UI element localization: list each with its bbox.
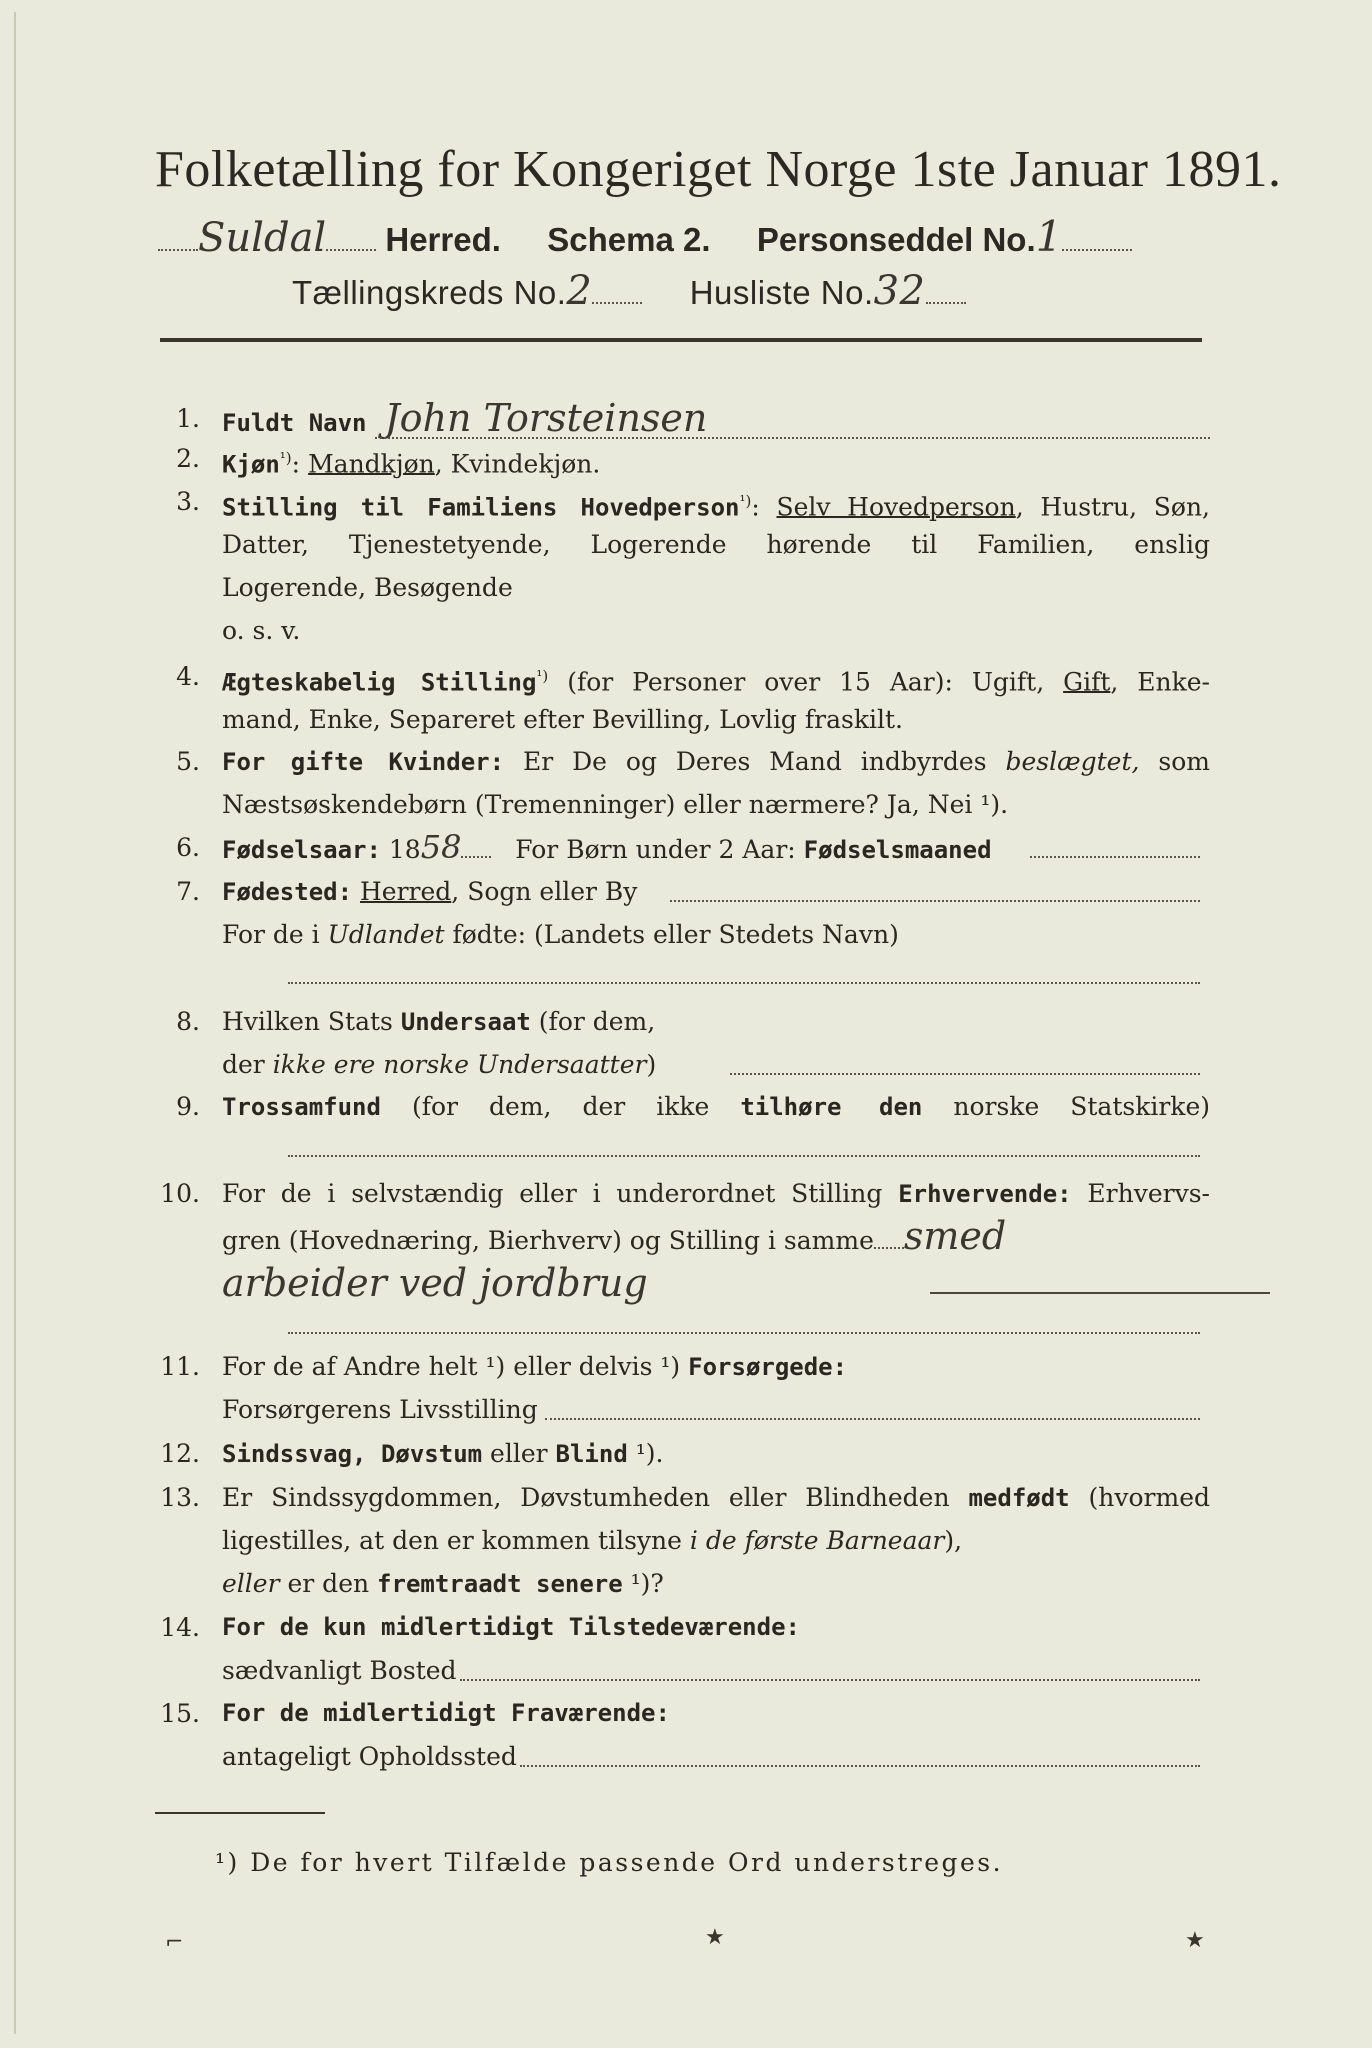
married-women-text2: som [1139,747,1210,776]
citizenship-text2: (for dem, [530,1007,656,1036]
provider-occupation-label: Forsørgerens Livsstilling [222,1395,538,1424]
full-name-value: John Torsteinsen [384,396,708,440]
sex-label: Kjøn [222,450,280,479]
married-women-line2: Næstsøskendebørn (Tremenninger) eller nærmere? Ja, Nei ¹). [222,790,1009,819]
question-number: 5. [176,747,200,776]
household-position-line2: Datter, Tjenestetyende, Logerende hørende til Familien, enslig [222,530,1210,559]
kreds-label: Tællingskreds No. [292,274,567,311]
foreign-born-italic: Udlandet [327,920,445,949]
question-number: 7. [176,877,200,906]
husliste-value: 32 [873,268,926,314]
citizenship-italic: ikke ere norske Undersaatter [272,1050,647,1079]
temporary-absent-label: For de midlertidigt Fraværende: [222,1699,670,1727]
birth-month-label: Fødselsmaaned [803,836,992,864]
household-position-selected: Selv Hovedperson [776,492,1016,522]
marital-status-label: Ægteskabelig Stilling [222,668,537,697]
religion-label: Trossamfund [222,1093,381,1121]
marital-status-line2: mand, Enke, Separeret efter Bevilling, Lovlig fraskilt. [222,705,903,734]
congenital-italic: i de første Barneaar [689,1526,945,1555]
religion-bold: tilhøre den [740,1093,923,1121]
sex-option-rest: , Kvindekjøn. [434,449,601,479]
form-title: Folketælling for Kongeriget Norge 1ste Januar 1891. [155,141,1282,198]
citizenship-text: Hvilken Stats [222,1007,401,1036]
herred-label: Herred. [385,221,501,258]
citizenship-line2: der [222,1050,273,1079]
foreign-born-text2: fødte: (Landets eller Stedets Navn) [444,920,899,949]
usual-residence-label: sædvanligt Bosted [222,1656,457,1685]
question-10 [150,1172,1210,1305]
question-number: 9. [176,1092,200,1121]
marital-status-selected: Gift [1063,667,1111,697]
birthplace-selected: Herred [360,877,452,906]
question-4 [150,655,1210,745]
personseddel-value: 1 [1035,212,1063,261]
personseddel-label: Personseddel No. [756,221,1036,258]
congenital-line3: er den [279,1569,378,1598]
occupation-label: Erhvervende: [898,1180,1072,1208]
footnote-ref: ¹) [536,667,549,685]
congenital-text: Er Sindssygdommen, Døvstumheden eller Blindheden [222,1483,969,1512]
question-number: 6. [176,833,200,862]
stray-mark-right: ★ [1185,1928,1205,1953]
congenital-line3-end: ¹)? [622,1569,664,1598]
birth-year-prefix: 18 [380,835,421,864]
congenital-line3-italic: eller [222,1569,280,1598]
disability-footnote: ¹). [627,1439,664,1468]
stray-mark-center: ★ [705,1925,725,1950]
household-position-line3: Logerende, Besøgende [222,573,513,602]
herred-line [158,212,1132,261]
citizenship-line2-end: ) [646,1050,657,1079]
congenital-line2-end: ), [944,1526,963,1555]
question-6 [150,826,1210,871]
kreds-value: 2 [566,268,593,314]
household-position-label: Stilling til Familiens Hovedperson [222,493,740,522]
question-9 [150,1085,1210,1175]
birth-year-label: Fødselsaar: [222,836,381,864]
birthplace-text: , Sogn eller By [451,877,638,906]
question-8 [150,1000,1210,1090]
temporary-present-label: For de kun midlertidigt Tilstedeværende: [222,1613,800,1641]
probable-stay-label: antageligt Opholdssted [222,1742,517,1771]
birth-month-text: For Børn under 2 Aar: [515,835,804,864]
sex-option-male: Mandkjøn [308,449,435,479]
question-number: 12. [160,1439,200,1468]
provided-for-text: For de af Andre helt ¹) eller delvis ¹) [222,1352,689,1381]
question-number: 11. [160,1352,200,1381]
later-onset-label: fremtraadt senere [377,1570,623,1598]
birthplace-label: Fødested: [222,878,353,906]
birth-year-value: 58 [420,828,462,866]
provided-for-label: Forsørgede: [688,1353,848,1381]
colon: : [751,492,760,522]
question-13 [150,1476,1210,1611]
herred-value: Suldal [198,215,327,261]
occupation-text: For de i selvstændig eller i underordnet Stilling [222,1179,899,1208]
congenital-label: medfødt [968,1484,1070,1512]
congenital-text2: (hvormed [1069,1483,1210,1512]
disability-label: Sindssvag, Døvstum [222,1440,483,1468]
blind-label: Blind [555,1440,628,1468]
foreign-born-text: For de i [222,920,328,949]
citizenship-label: Undersaat [400,1008,531,1036]
question-number: 2. [176,444,200,473]
stray-mark-left: ⌐ [165,1930,184,1955]
question-number: 14. [160,1613,200,1642]
colon: : [291,449,301,479]
married-women-text: Er De og Deres Mand indbyrdes [504,747,1006,776]
kreds-line [292,268,966,314]
schema-label: Schema 2. [547,221,711,258]
married-women-italic: beslægtet, [1005,747,1140,776]
husliste-label: Husliste No. [689,274,874,311]
occupation-value-line1: smed [903,1214,1007,1258]
footnote-ref: ¹) [279,449,292,467]
question-15 [150,1692,1210,1782]
occupation-value-line2: arbeider ved jordbrug [222,1261,648,1305]
question-number: 8. [176,1007,200,1036]
household-position-line4: o. s. v. [222,616,301,645]
religion-text2: norske Statskirke) [922,1092,1210,1121]
disability-text: eller [482,1439,556,1468]
footnote-ref: ¹) [739,492,752,510]
occupation-text2: Erhvervs- [1071,1179,1210,1208]
question-number: 3. [176,487,200,516]
question-11 [150,1345,1210,1435]
footnote-rule [155,1812,325,1814]
marital-status-text2: , Enke- [1110,667,1210,697]
question-number: 13. [160,1483,200,1512]
full-name-label: Fuldt Navn [222,409,367,437]
household-position-rest: , Hustru, Søn, [1015,492,1211,522]
question-5 [150,740,1210,830]
question-number: 10. [160,1179,200,1208]
question-number: 1. [176,404,200,433]
married-women-label: For gifte Kvinder: [222,748,505,776]
question-number: 15. [160,1699,200,1728]
marital-status-text: (for Personer over 15 Aar): Ugift, [548,667,1064,697]
question-7 [150,870,1210,1000]
religion-text: (for dem, der ikke [380,1092,741,1121]
header-rule [160,338,1202,342]
question-3 [150,480,1210,660]
footnote: ¹) De for hvert Tilfælde passende Ord understreges. [215,1848,1004,1877]
question-number: 4. [176,662,200,691]
question-14 [150,1606,1210,1696]
congenital-line2: ligestilles, at den er kommen tilsyne [222,1526,690,1555]
occupation-line2: gren (Hovednæring, Bierhverv) og Stilling i samme [222,1226,874,1255]
